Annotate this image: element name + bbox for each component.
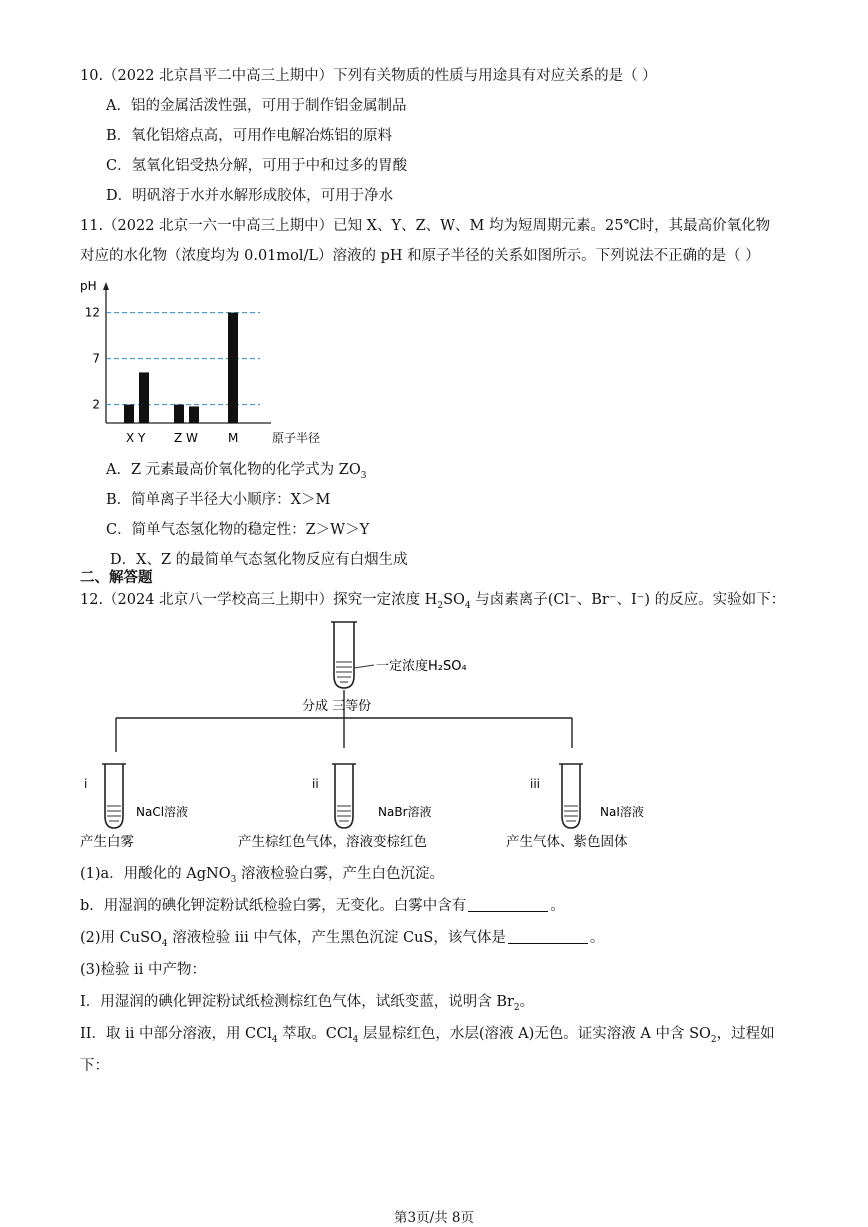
answer-blank-2[interactable] (508, 929, 588, 944)
bar-z (174, 405, 184, 423)
answer-blank-1b[interactable] (468, 897, 548, 912)
q10-option-c: C．氢氧化铝受热分解，可用于中和过多的胃酸 (106, 158, 408, 174)
page-footer: 第3页/共 8页 (393, 1210, 475, 1226)
q12-part3: (3)检验 ii 中产物： (80, 962, 207, 978)
tube-iii-num: iii (530, 777, 541, 791)
tube-i (102, 764, 126, 828)
x-group-label: X Y (126, 431, 146, 445)
q11-stem-line1: 11.（2022 北京一六一中高三上期中）已知 X、Y、Z、W、M 均为短周期元素。25℃时，其最高价氧化物 (80, 218, 771, 234)
q12-part2: (2)用 CuSO$_4$ 溶液检验 iii 中气体，产生黑色沉淀 CuS，该气体是 。 (80, 930, 605, 949)
y-tick-label: 7 (92, 351, 100, 366)
tube-iii (559, 764, 583, 828)
q12-part3-II-line2: 下： (80, 1058, 109, 1074)
y-tick-label: 12 (84, 305, 100, 320)
bar-x (124, 405, 134, 423)
tube-ii-num: ii (312, 777, 319, 791)
experiment-diagram (76, 618, 696, 858)
y-axis-label: pH (80, 279, 97, 293)
q10-option-b: B．氧化铝熔点高，可用作电解冶炼铝的原料 (106, 128, 393, 144)
q11-stem-line2: 对应的水化物（浓度均为 0.01mol/L）溶液的 pH 和原子半径的关系如图所示。下列说法不正确的是（ ） (80, 248, 760, 264)
chart-svg (76, 276, 346, 452)
diagram-svg (76, 618, 696, 858)
q11-option-a: A．Z 元素最高价氧化物的化学式为 $ZO_3$ (106, 462, 367, 481)
q11-option-c: C．简单气态氢化物的稳定性：Z＞W＞Y (106, 522, 370, 538)
q12-part3-II: II．取 ii 中部分溶液，用 CCl$_4$ 萃取。CCl$_4$ 层显棕红色，水层(溶液 A)无色。证实溶液 A 中含 $SO_2$，过程如 (80, 1026, 775, 1045)
tube-i-solution: NaCl溶液 (136, 805, 189, 819)
bar-w (189, 406, 199, 423)
q12-stem: 12.（2024 北京八一学校高三上期中）探究一定浓度 $H_2SO_4$ 与卤素离子(Cl⁻、Br⁻、I⁻) 的反应。实验如下： (80, 592, 786, 611)
tube-iii-result: 产生气体、紫色固体 (506, 834, 628, 850)
q11-option-d: D．X、Z 的最简单气态氢化物反应有白烟生成 (110, 552, 408, 568)
bar-y (139, 372, 149, 423)
tube-ii (332, 764, 356, 828)
q11-option-b: B．简单离子半径大小顺序：X＞M (106, 492, 331, 508)
q10-stem: 10.（2022 北京昌平二中高三上期中）下列有关物质的性质与用途具有对应关系的是（ ） (80, 68, 657, 84)
x-axis-label: 原子半径 (272, 431, 321, 445)
y-axis-arrow (103, 282, 109, 290)
split-label: 分成 三等份 (302, 699, 372, 714)
q10-option-a: A．铝的金属活泼性强，可用于制作铝金属制品 (106, 98, 407, 114)
x-group-label: Z W (174, 431, 198, 445)
q12-part1b: b．用湿润的碘化钾淀粉试纸检验白雾，无变化。白雾中含有 。 (80, 898, 565, 914)
tube-ii-solution: NaBr溶液 (378, 805, 432, 819)
section-heading: 二、解答题 (80, 570, 153, 586)
tube-iii-solution: NaI溶液 (600, 805, 644, 819)
q12-part1a: (1)a．用酸化的 AgNO$_3$ 溶液检验白雾，产生白色沉淀。 (80, 866, 444, 885)
ph-radius-chart (76, 276, 346, 452)
q12-part3-I: I．用湿润的碘化钾淀粉试纸检测棕红色气体，试纸变蓝，说明含 $Br_2$。 (80, 994, 535, 1013)
source-tube-label: 一定浓度H₂SO₄ (376, 659, 467, 674)
tube-i-num: i (84, 777, 88, 791)
y-tick-label: 2 (92, 397, 100, 412)
x-group-label: M (228, 431, 239, 445)
tube-ii-result: 产生棕红色气体，溶液变棕红色 (238, 834, 427, 850)
tube-i-result: 产生白雾 (80, 834, 134, 850)
source-tube (331, 622, 374, 688)
bar-m (228, 313, 238, 423)
q10-option-d: D．明矾溶于水并水解形成胶体，可用于净水 (106, 188, 394, 204)
